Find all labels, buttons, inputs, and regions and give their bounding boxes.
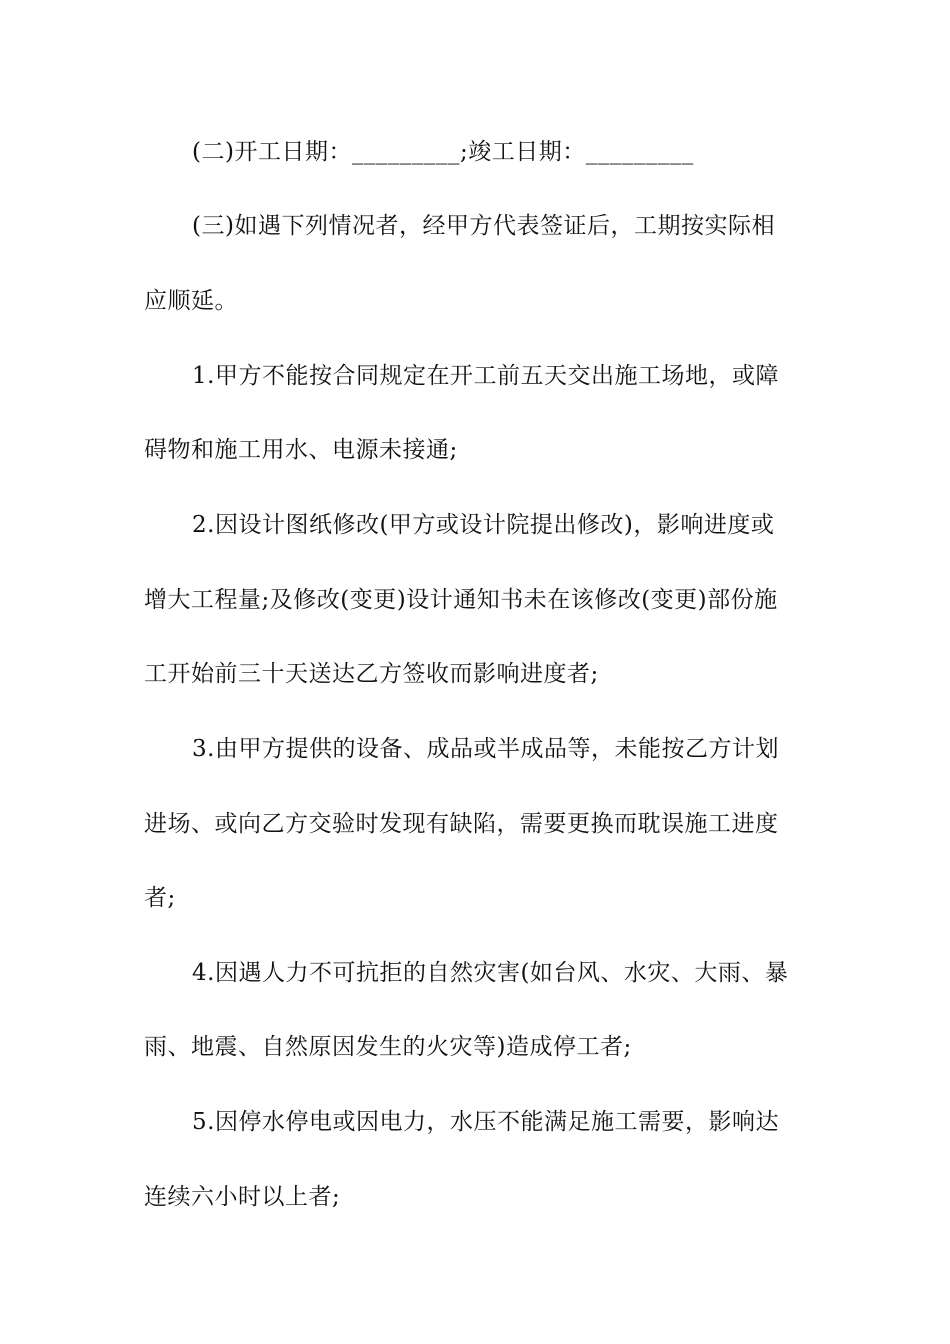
text-line-start-end-dates: (二)开工日期：_________;竣工日期：_________: [192, 139, 694, 165]
text-line-extension-clause-cont: 应顺延。: [144, 288, 238, 314]
text-line-item-2-cont-2: 工开始前三十天送达乙方签收而影响进度者;: [144, 661, 599, 687]
text-line-item-5: 5.因停水停电或因电力，水压不能满足施工需要，影响达: [192, 1109, 779, 1135]
text-line-item-2: 2.因设计图纸修改(甲方或设计院提出修改)，影响进度或: [192, 512, 775, 538]
text-line-item-1-cont: 碍物和施工用水、电源未接通;: [144, 437, 458, 463]
text-line-extension-clause: (三)如遇下列情况者，经甲方代表签证后，工期按实际相: [192, 213, 775, 239]
text-line-item-1: 1.甲方不能按合同规定在开工前五天交出施工场地，或障: [192, 363, 779, 389]
text-line-item-3: 3.由甲方提供的设备、成品或半成品等，未能按乙方计划: [192, 736, 779, 762]
text-line-item-3-cont-2: 者;: [144, 885, 176, 911]
text-line-item-4-cont: 雨、地震、自然原因发生的火灾等)造成停工者;: [144, 1034, 632, 1060]
text-line-item-4: 4.因遇人力不可抗拒的自然灾害(如台风、水灾、大雨、暴: [192, 960, 789, 986]
text-line-item-5-cont: 连续六小时以上者;: [144, 1184, 341, 1210]
text-line-item-3-cont-1: 进场、或向乙方交验时发现有缺陷，需要更换而耽误施工进度: [144, 811, 779, 837]
text-line-item-2-cont-1: 增大工程量;及修改(变更)设计通知书未在该修改(变更)部份施: [144, 587, 778, 613]
